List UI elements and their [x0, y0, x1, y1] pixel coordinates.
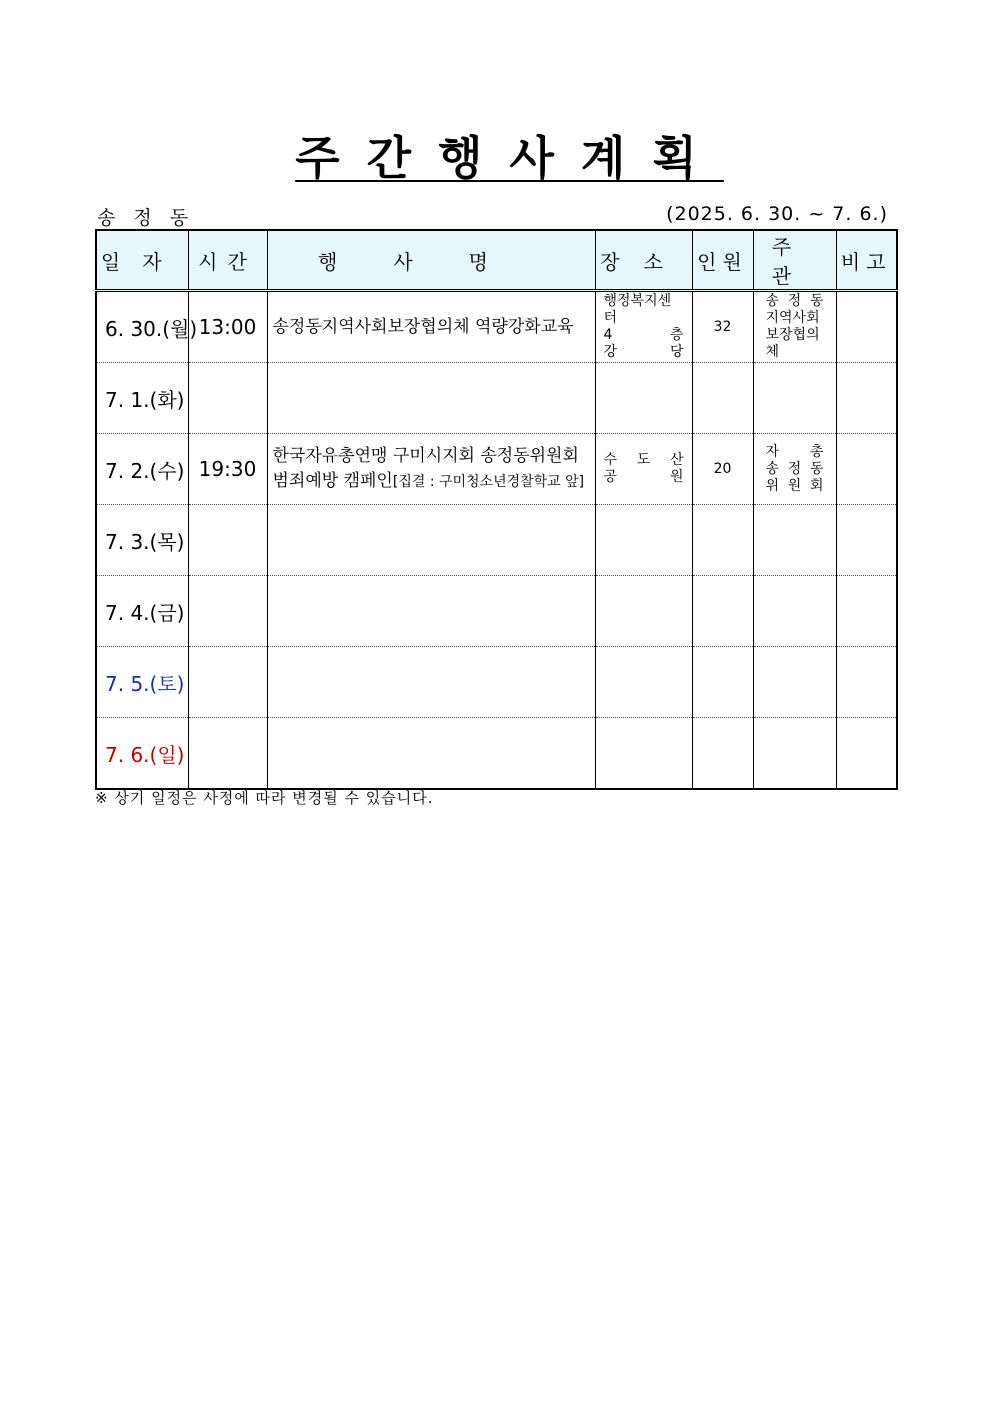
- cell-time: [188, 647, 267, 718]
- period-range: (2025. 6. 30. ~ 7. 6.): [666, 203, 888, 225]
- cell-people: [692, 576, 753, 647]
- cell-host: [753, 434, 836, 505]
- event-title: 한국자유총연맹 구미시지회 송정동위원회 범죄예방 캠페인: [272, 445, 579, 491]
- cell-time: 19:30: [188, 434, 267, 505]
- cell-place: [595, 363, 692, 434]
- cell-date: 7. 3.(목): [96, 505, 188, 576]
- place-line: 수 도 산: [603, 452, 684, 468]
- cell-host: [753, 576, 836, 647]
- cell-people: 20: [692, 434, 753, 505]
- place-line: 강 당: [603, 344, 684, 360]
- host-line: 위 원 회: [765, 477, 824, 494]
- header-host: 주관: [753, 230, 836, 291]
- cell-event: [267, 434, 595, 505]
- place-line: 4 층: [603, 327, 684, 343]
- cell-event: [267, 363, 595, 434]
- host-line: 자 총: [765, 443, 824, 460]
- cell-date: 7. 2.(수): [96, 434, 188, 505]
- cell-note: [836, 291, 897, 363]
- cell-date: 7. 1.(화): [96, 363, 188, 434]
- cell-host: [753, 718, 836, 790]
- header-note: 비고: [836, 230, 897, 291]
- cell-place: [595, 718, 692, 790]
- cell-event: [267, 647, 595, 718]
- dong-name: 송 정 동: [97, 207, 195, 229]
- cell-date: 7. 5.(토): [96, 647, 188, 718]
- cell-host: [753, 505, 836, 576]
- cell-time: [188, 576, 267, 647]
- cell-host: [753, 647, 836, 718]
- cell-place: [595, 505, 692, 576]
- cell-host: [753, 363, 836, 434]
- schedule-table: [95, 229, 898, 790]
- cell-time: [188, 363, 267, 434]
- page-title: [0, 122, 992, 188]
- cell-event: [267, 576, 595, 647]
- cell-note: [836, 647, 897, 718]
- cell-note: [836, 434, 897, 505]
- footnote: ※ 상기 일정은 사정에 따라 변경될 수 있습니다.: [95, 789, 434, 807]
- table-row: [96, 576, 897, 647]
- cell-event: [267, 505, 595, 576]
- cell-event: [267, 718, 595, 790]
- event-title: 송정동지역사회보장협의체 역량강화교육: [272, 316, 574, 337]
- cell-event: [267, 291, 595, 363]
- cell-time: [188, 718, 267, 790]
- cell-place: [595, 291, 692, 363]
- place-line: 행정복지센터: [603, 293, 672, 326]
- cell-date: 6. 30.(월): [96, 291, 188, 363]
- cell-people: [692, 505, 753, 576]
- table-row: [96, 363, 897, 434]
- header-people: 인원: [692, 230, 753, 291]
- table-row: [96, 718, 897, 790]
- schedule-body: [96, 291, 897, 790]
- event-note: [집결 : 구미청소년경찰학교 앞]: [392, 473, 585, 490]
- cell-people: [692, 363, 753, 434]
- cell-note: [836, 505, 897, 576]
- cell-note: [836, 718, 897, 790]
- cell-place: [595, 647, 692, 718]
- page-title-text: 주간행사계획: [295, 131, 724, 185]
- table-row: [96, 434, 897, 505]
- cell-time: [188, 505, 267, 576]
- cell-place: [595, 434, 692, 505]
- cell-people: [692, 718, 753, 790]
- place-line: 공 원: [603, 469, 684, 485]
- cell-host: [753, 291, 836, 363]
- cell-people: 32: [692, 291, 753, 363]
- cell-date: 7. 4.(금): [96, 576, 188, 647]
- cell-date: 7. 6.(일): [96, 718, 188, 790]
- header-date: 일자: [96, 230, 188, 291]
- host-line: 보장협의체: [765, 327, 820, 360]
- table-row: [96, 291, 897, 363]
- cell-note: [836, 363, 897, 434]
- cell-note: [836, 576, 897, 647]
- table-row: [96, 505, 897, 576]
- header-time: 시간: [188, 230, 267, 291]
- table-row: [96, 647, 897, 718]
- cell-place: [595, 576, 692, 647]
- header-event: 행사명: [267, 230, 595, 291]
- header-place: 장소: [595, 230, 692, 291]
- header-row: [96, 230, 897, 291]
- host-line: 송 정 동: [765, 460, 824, 477]
- cell-time: 13:00: [188, 291, 267, 363]
- host-line: 송 정 동: [765, 293, 824, 309]
- host-line: 지역사회: [765, 310, 820, 326]
- cell-people: [692, 647, 753, 718]
